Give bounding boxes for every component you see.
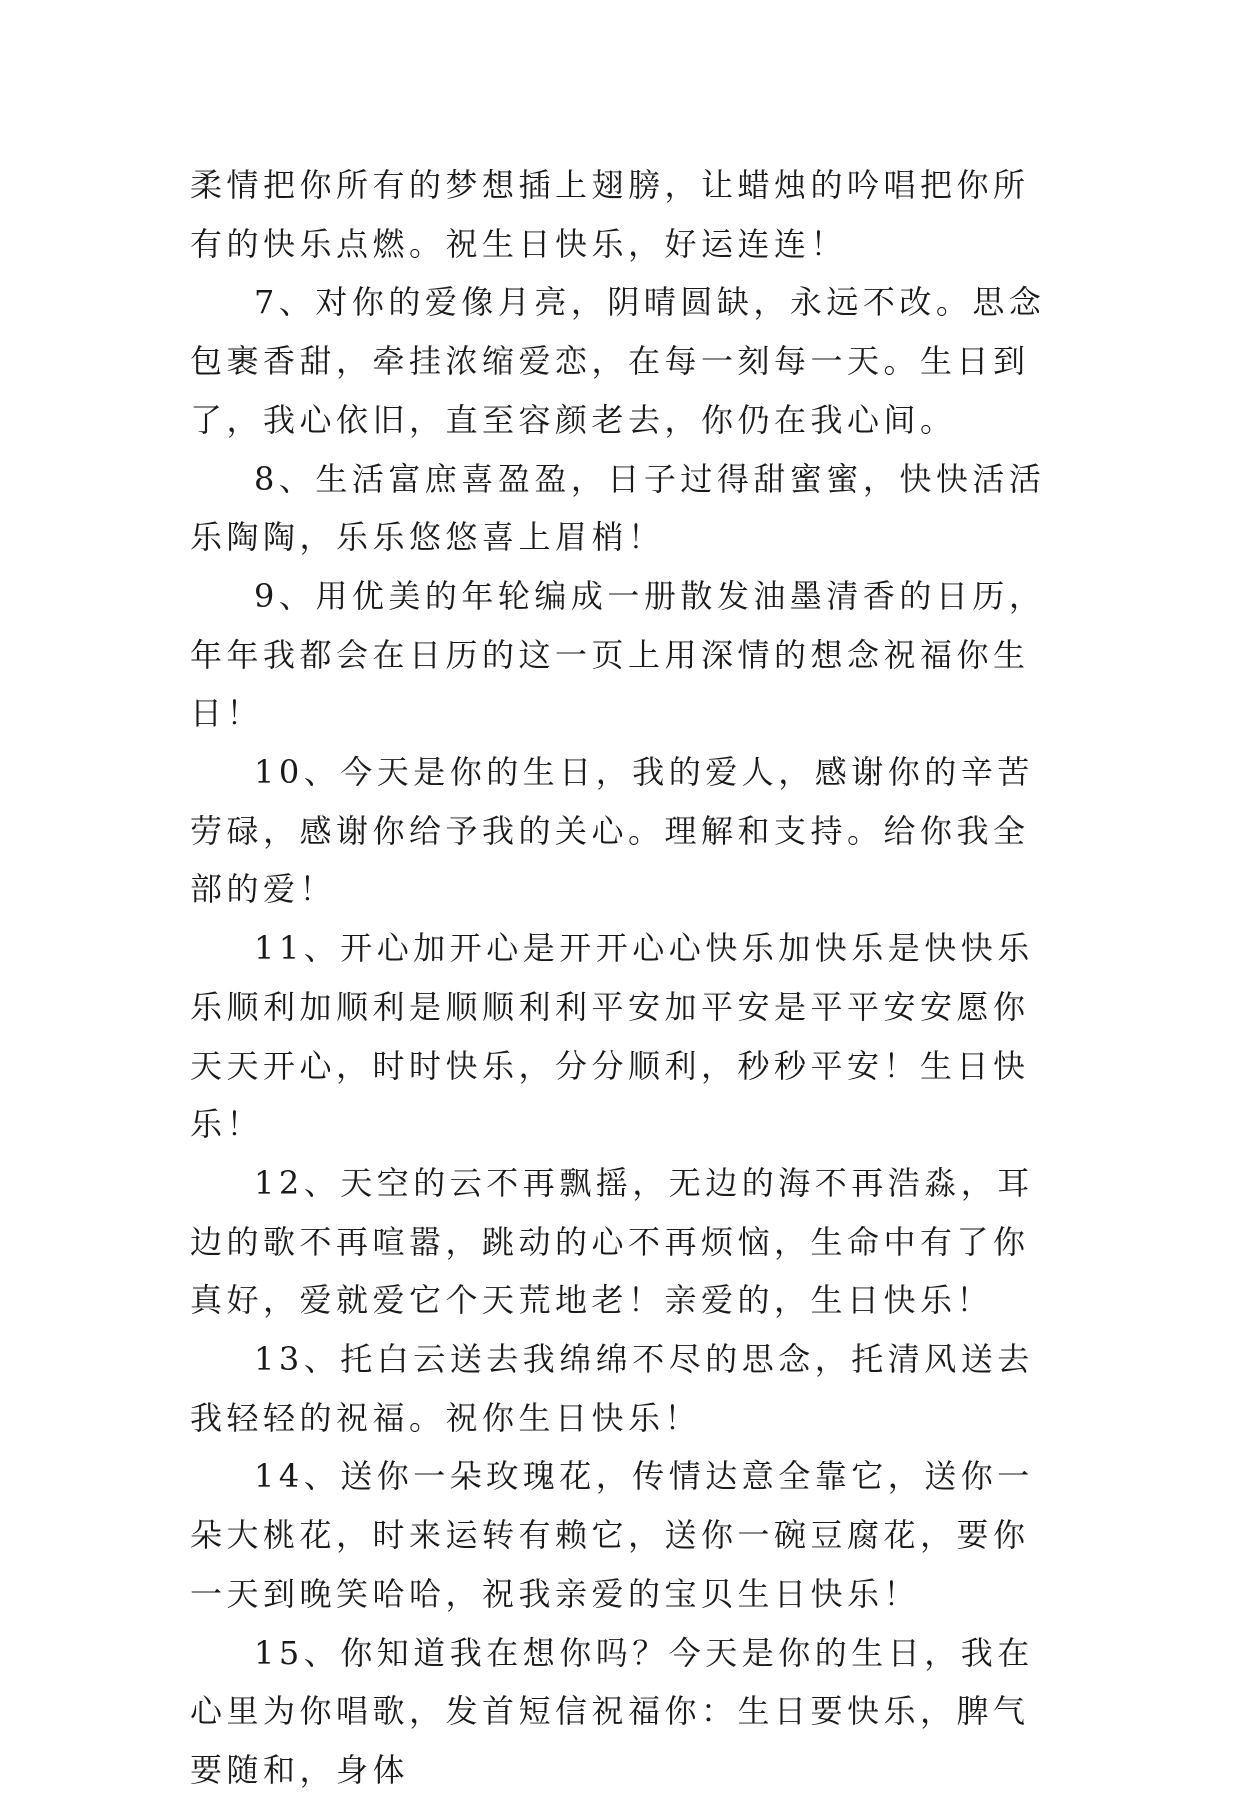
paragraph: 13、托白云送去我绵绵不尽的思念，托清风送去我轻轻的祝福。祝你生日快乐！ <box>190 1340 1034 1437</box>
paragraph: 10、今天是你的生日，我的爱人，感谢你的辛苦劳碌，感谢你给予我的关心。理解和支持。给你我全部的爱！ <box>190 753 1034 909</box>
paragraph: 14、送你一朵玫瑰花，传情达意全靠它，送你一朵大桃花，时来运转有赖它，送你一碗豆腐花，要你一天到晚笑哈哈，祝我亲爱的宝贝生日快乐！ <box>190 1457 1034 1613</box>
paragraph: 7、对你的爱像月亮，阴晴圆缺，永远不改。思念包裹香甜，牵挂浓缩爱恋，在每一刻每一天。生日到了，我心依旧，直至容颜老去，你仍在我心间。 <box>190 283 1046 439</box>
paragraph: 8、生活富庶喜盈盈，日子过得甜蜜蜜，快快活活乐陶陶，乐乐悠悠喜上眉梢！ <box>190 459 1046 557</box>
document-body <box>190 156 1050 1800</box>
paragraph: 柔情把你所有的梦想插上翅膀，让蜡烛的吟唱把你所有的快乐点燃。祝生日快乐，好运连连！ <box>190 166 1030 263</box>
paragraph: 9、用优美的年轮编成一册散发油墨清香的日历，年年我都会在日历的这一页上用深情的想念祝福你生日！ <box>190 576 1046 733</box>
paragraph: 15、你知道我在想你吗？今天是你的生日，我在心里为你唱歌，发首短信祝福你：生日要快乐，脾气要随和，身体 <box>190 1633 1034 1789</box>
paragraph: 11、开心加开心是开开心心快乐加快乐是快快乐乐顺利加顺利是顺顺利利平安加平安是平平安安愿你天天开心，时时快乐，分分顺利，秒秒平安！生日快乐！ <box>190 929 1034 1144</box>
paragraph: 12、天空的云不再飘摇，无边的海不再浩淼，耳边的歌不再喧嚣，跳动的心不再烦恼，生命中有了你真好，爱就爱它个天荒地老！亲爱的，生日快乐！ <box>190 1163 1034 1320</box>
